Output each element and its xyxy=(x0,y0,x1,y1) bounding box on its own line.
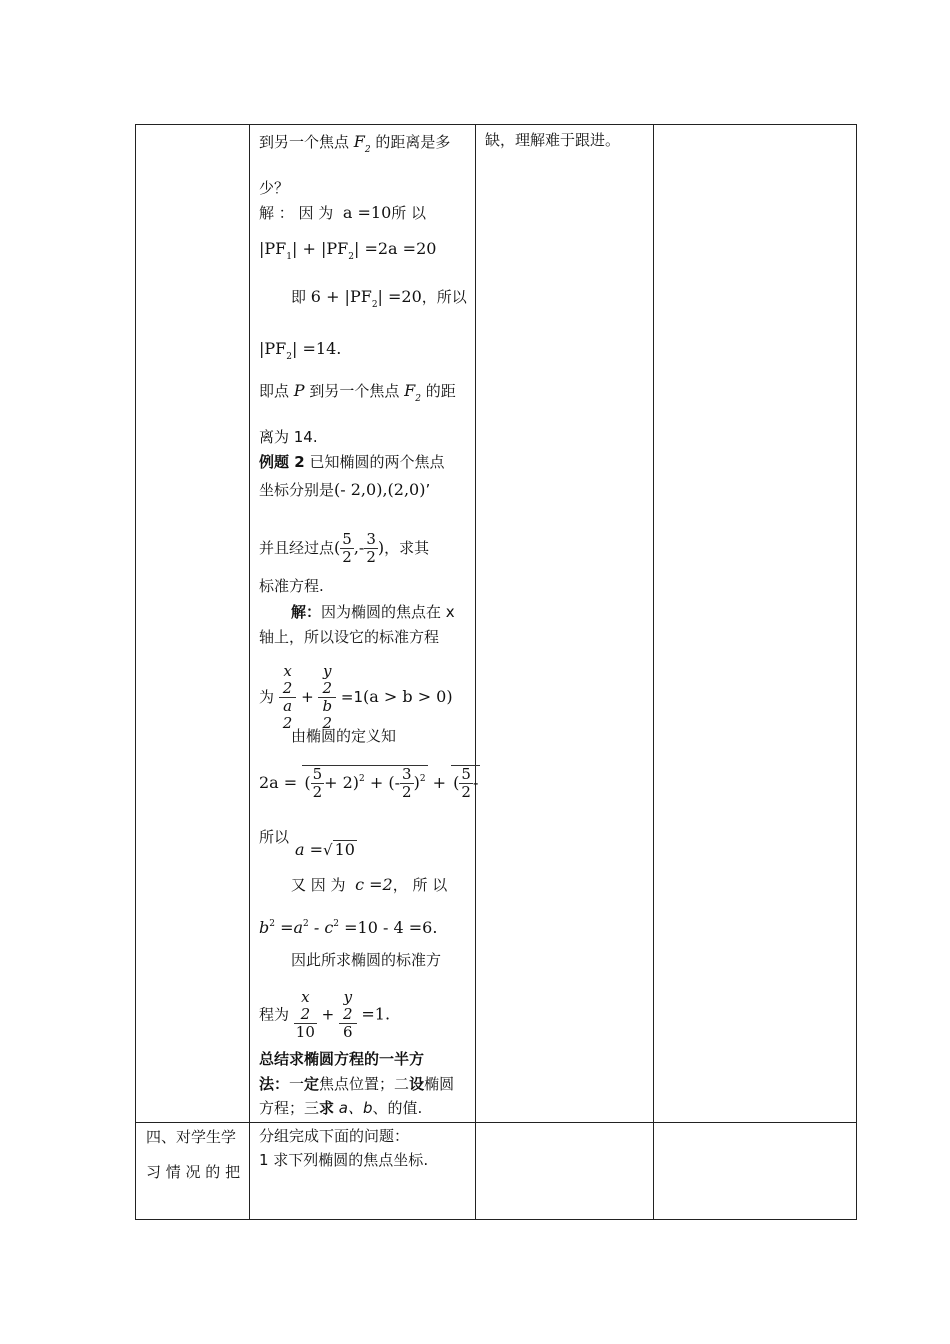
question-line2: 少？ xyxy=(259,179,290,197)
section-heading-line1: 四、对学生学 xyxy=(146,1128,237,1146)
solution-line1: 解 ： 因 为 a =10所 以 xyxy=(259,203,427,222)
student-cell xyxy=(475,125,653,1122)
fraction: y 2 b 2 xyxy=(318,663,336,732)
solution2-line2: 轴上，所以设它的标准方程 xyxy=(259,628,440,646)
fraction: $\frac{3}{2}$ xyxy=(366,530,376,566)
task-line1: 分组完成下面的问题： xyxy=(259,1127,410,1145)
fraction: $\frac{5}{2}$ xyxy=(342,530,352,566)
fraction: $\frac{5}{2}$ xyxy=(461,765,471,801)
summary-line2: 法：一定焦点位置；二设椭圆 xyxy=(259,1075,455,1093)
student-note: 缺，理解难于跟进。 xyxy=(485,131,621,149)
conclusion-line1: 因此所求椭圆的标准方 xyxy=(291,951,442,969)
task-cell xyxy=(249,1122,475,1220)
example2-line2: 坐标分别是(- 2,0),(2,0)’ xyxy=(259,480,431,499)
therefore-label: 所以 xyxy=(259,828,290,846)
section-heading-cell xyxy=(136,1122,249,1220)
distance-result: 离为 14. xyxy=(259,428,318,446)
fraction: x 2 a 2 xyxy=(279,663,297,732)
fraction: x 2 10 xyxy=(295,988,315,1041)
lesson-table xyxy=(135,124,857,1220)
equation-pf2-line: 即 $6 + |PF_2| =20$，所以 xyxy=(291,287,467,310)
summary-line1: 总结求椭圆方程的一半方 xyxy=(259,1050,425,1068)
sqrt-expression: ( $\frac{5}{2}$ + 2)$^2$ + (- $\frac{3}{2}$ )$^2$ xyxy=(304,765,426,801)
fraction: $\frac{5}{2}$ xyxy=(312,765,323,801)
fraction: y 2 6 xyxy=(339,989,357,1041)
column-divider xyxy=(653,125,654,1219)
sum-of-distances-equation: 2a = ( $\frac{5}{2}$ + 2)$^2$ + (- $\frac{3}{2}$ )$^2$ + ( $\frac{5}{2}$ - xyxy=(259,765,479,801)
definition-line: 由椭圆的定义知 xyxy=(291,727,397,745)
ellipse-standard-form: 为 x 2 a 2 + y 2 b 2 =1(a > b > 0) xyxy=(259,662,453,732)
final-equation: 程为 x 2 10 + y 2 6 =1. xyxy=(259,988,391,1041)
equation-pf2-result: $|PF_2| =14$. xyxy=(259,339,342,362)
question-line1: 到另一个焦点 $F_2$ 的距离是多 xyxy=(259,132,451,155)
c-value-line: 又 因 为 c =2， 所 以 xyxy=(291,875,448,894)
content-cell xyxy=(249,125,479,1122)
example2-line1: 例题 2 已知椭圆的两个焦点 xyxy=(259,453,445,471)
equation-pf-sum: $|PF_1| + |PF_2| =2a =20$ xyxy=(259,239,437,262)
summary-line3: 方程；三求 a、b、的值. xyxy=(259,1099,423,1117)
a-value-equation: a =√ 10 xyxy=(295,840,355,859)
example2-line4: 标准方程. xyxy=(259,577,324,595)
task-line2: 1 求下列椭圆的焦点坐标. xyxy=(259,1151,429,1169)
example2-line3: 并且经过点( $\frac{5}{2}$ ,- $\frac{3}{2}$ )，求其 xyxy=(259,530,430,566)
sqrt-expression: ( $\frac{5}{2}$ - xyxy=(453,765,479,801)
fraction: $\frac{3}{2}$ xyxy=(402,765,412,801)
point-distance-line: 即点 P 到另一个焦点 $F_2$ 的距 xyxy=(259,381,456,404)
b-squared-equation: $b^2 =a^2 - c^2 =10 - 4 =6$. xyxy=(259,918,438,937)
solution2-line1: 解：因为椭圆的焦点在 x xyxy=(291,603,455,621)
section-heading-line2: 习 情 况 的 把 xyxy=(146,1163,241,1181)
